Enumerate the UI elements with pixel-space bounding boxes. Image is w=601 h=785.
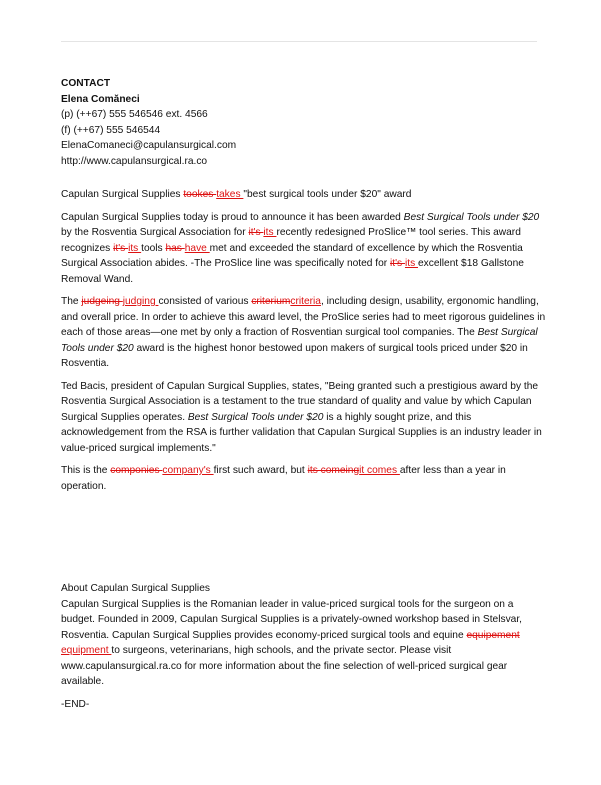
contact-website: http://www.capulansurgical.ra.co xyxy=(61,155,208,167)
contact-phone: (p) (++67) 555 546546 ext. 4566 xyxy=(61,109,208,120)
deletion: equipement xyxy=(466,629,520,641)
insertion: criteria xyxy=(290,296,321,307)
paragraph-announcement: Capulan Surgical Supplies today is proud to announce it has been awarded Best Surgical Tools under $20 by the Rosventia Surgical Association for it's its recently redesigned ProSlice™ tool series. This award recognizes it's its tools has have met and exceeded the standard of excellence by which the Rosventia Surgical Association abides. -The ProSlice line was specifically noted for it's its excellent $18 Gallstone Removal Wand. xyxy=(61,211,540,285)
deletion: it's xyxy=(248,227,264,238)
header-rule xyxy=(61,41,537,42)
deletion: criterium xyxy=(251,296,291,307)
contact-name: Elena Comăneci xyxy=(61,93,140,105)
document-body xyxy=(61,76,547,719)
deletion: its comeing xyxy=(307,465,360,476)
insertion: company's xyxy=(162,465,214,476)
insertion: equipment xyxy=(61,645,112,656)
deletion: has xyxy=(165,242,185,254)
deletion: it's xyxy=(390,258,405,269)
insertion: its xyxy=(263,227,277,238)
paragraph-judging: The judgeing judging consisted of various criteriumcriteria, including design, usability, ergonomic handling, and overall price. In order to achieve this award level, the ProSlice series had to meet rigorous guidelines in each of those areas—one met by only a fraction of Rosventian surgical tool companies. The Best Surgical Tools under $20 award is the highest honor bestowed upon makers of surgical tools priced under $20 in Rosventia. xyxy=(61,296,546,369)
about-heading: About Capulan Surgical Supplies xyxy=(61,583,210,594)
end-marker: -END- xyxy=(61,698,90,710)
contact-fax: (f) (++67) 555 546544 xyxy=(61,124,161,136)
deletion: componies xyxy=(110,465,163,476)
insertion: have xyxy=(184,242,210,254)
deletion: it's xyxy=(113,242,129,254)
insertion: its xyxy=(404,258,418,269)
deletion: tookes xyxy=(183,189,217,200)
deletion: judgeing xyxy=(81,296,123,307)
paragraph-first-award: This is the componies company's first such award, but its comeingit comes after less than a year in operation. xyxy=(61,465,506,492)
about-section: About Capulan Surgical Supplies Capulan Surgical Supplies is the Romanian leader in value-priced surgical tools for the surgeon on a budget. Founded in 2009, Capulan Surgical Supplies is a privately-owned workshop based in Stelsvar, Rosventia. Capulan Surgical Supplies provides economy-priced surgical tools and equine equipement equipment to surgeons, veterinarians, high schools, and the private sector. Please visit www.capulansurgical.ra.co for more information about the fine selection of well-priced surgical gear available. xyxy=(61,583,522,687)
insertion: it comes xyxy=(359,465,400,476)
insertion: its xyxy=(128,242,142,254)
contact-email: ElenaComaneci@capulansurgical.com xyxy=(61,140,237,151)
headline: Capulan Surgical Supplies tookes takes "best surgical tools under $20" award xyxy=(61,189,412,200)
contact-heading: CONTACT xyxy=(61,78,111,89)
paragraph-quote: Ted Bacis, president of Capulan Surgical Supplies, states, "Being granted such a prestigious award by the Rosventia Surgical Association is a testament to the true standard of quality and value by which Capulan Surgical Supplies operates. Best Surgical Tools under $20 is a highly sought prize, and this acknowledgement from the RSA is further validation that Capulan Surgical Supplies is an industry leader in value-priced surgical implements." xyxy=(61,380,542,454)
insertion: judging xyxy=(122,296,159,307)
contact-block xyxy=(61,76,547,169)
insertion: takes xyxy=(216,189,244,200)
